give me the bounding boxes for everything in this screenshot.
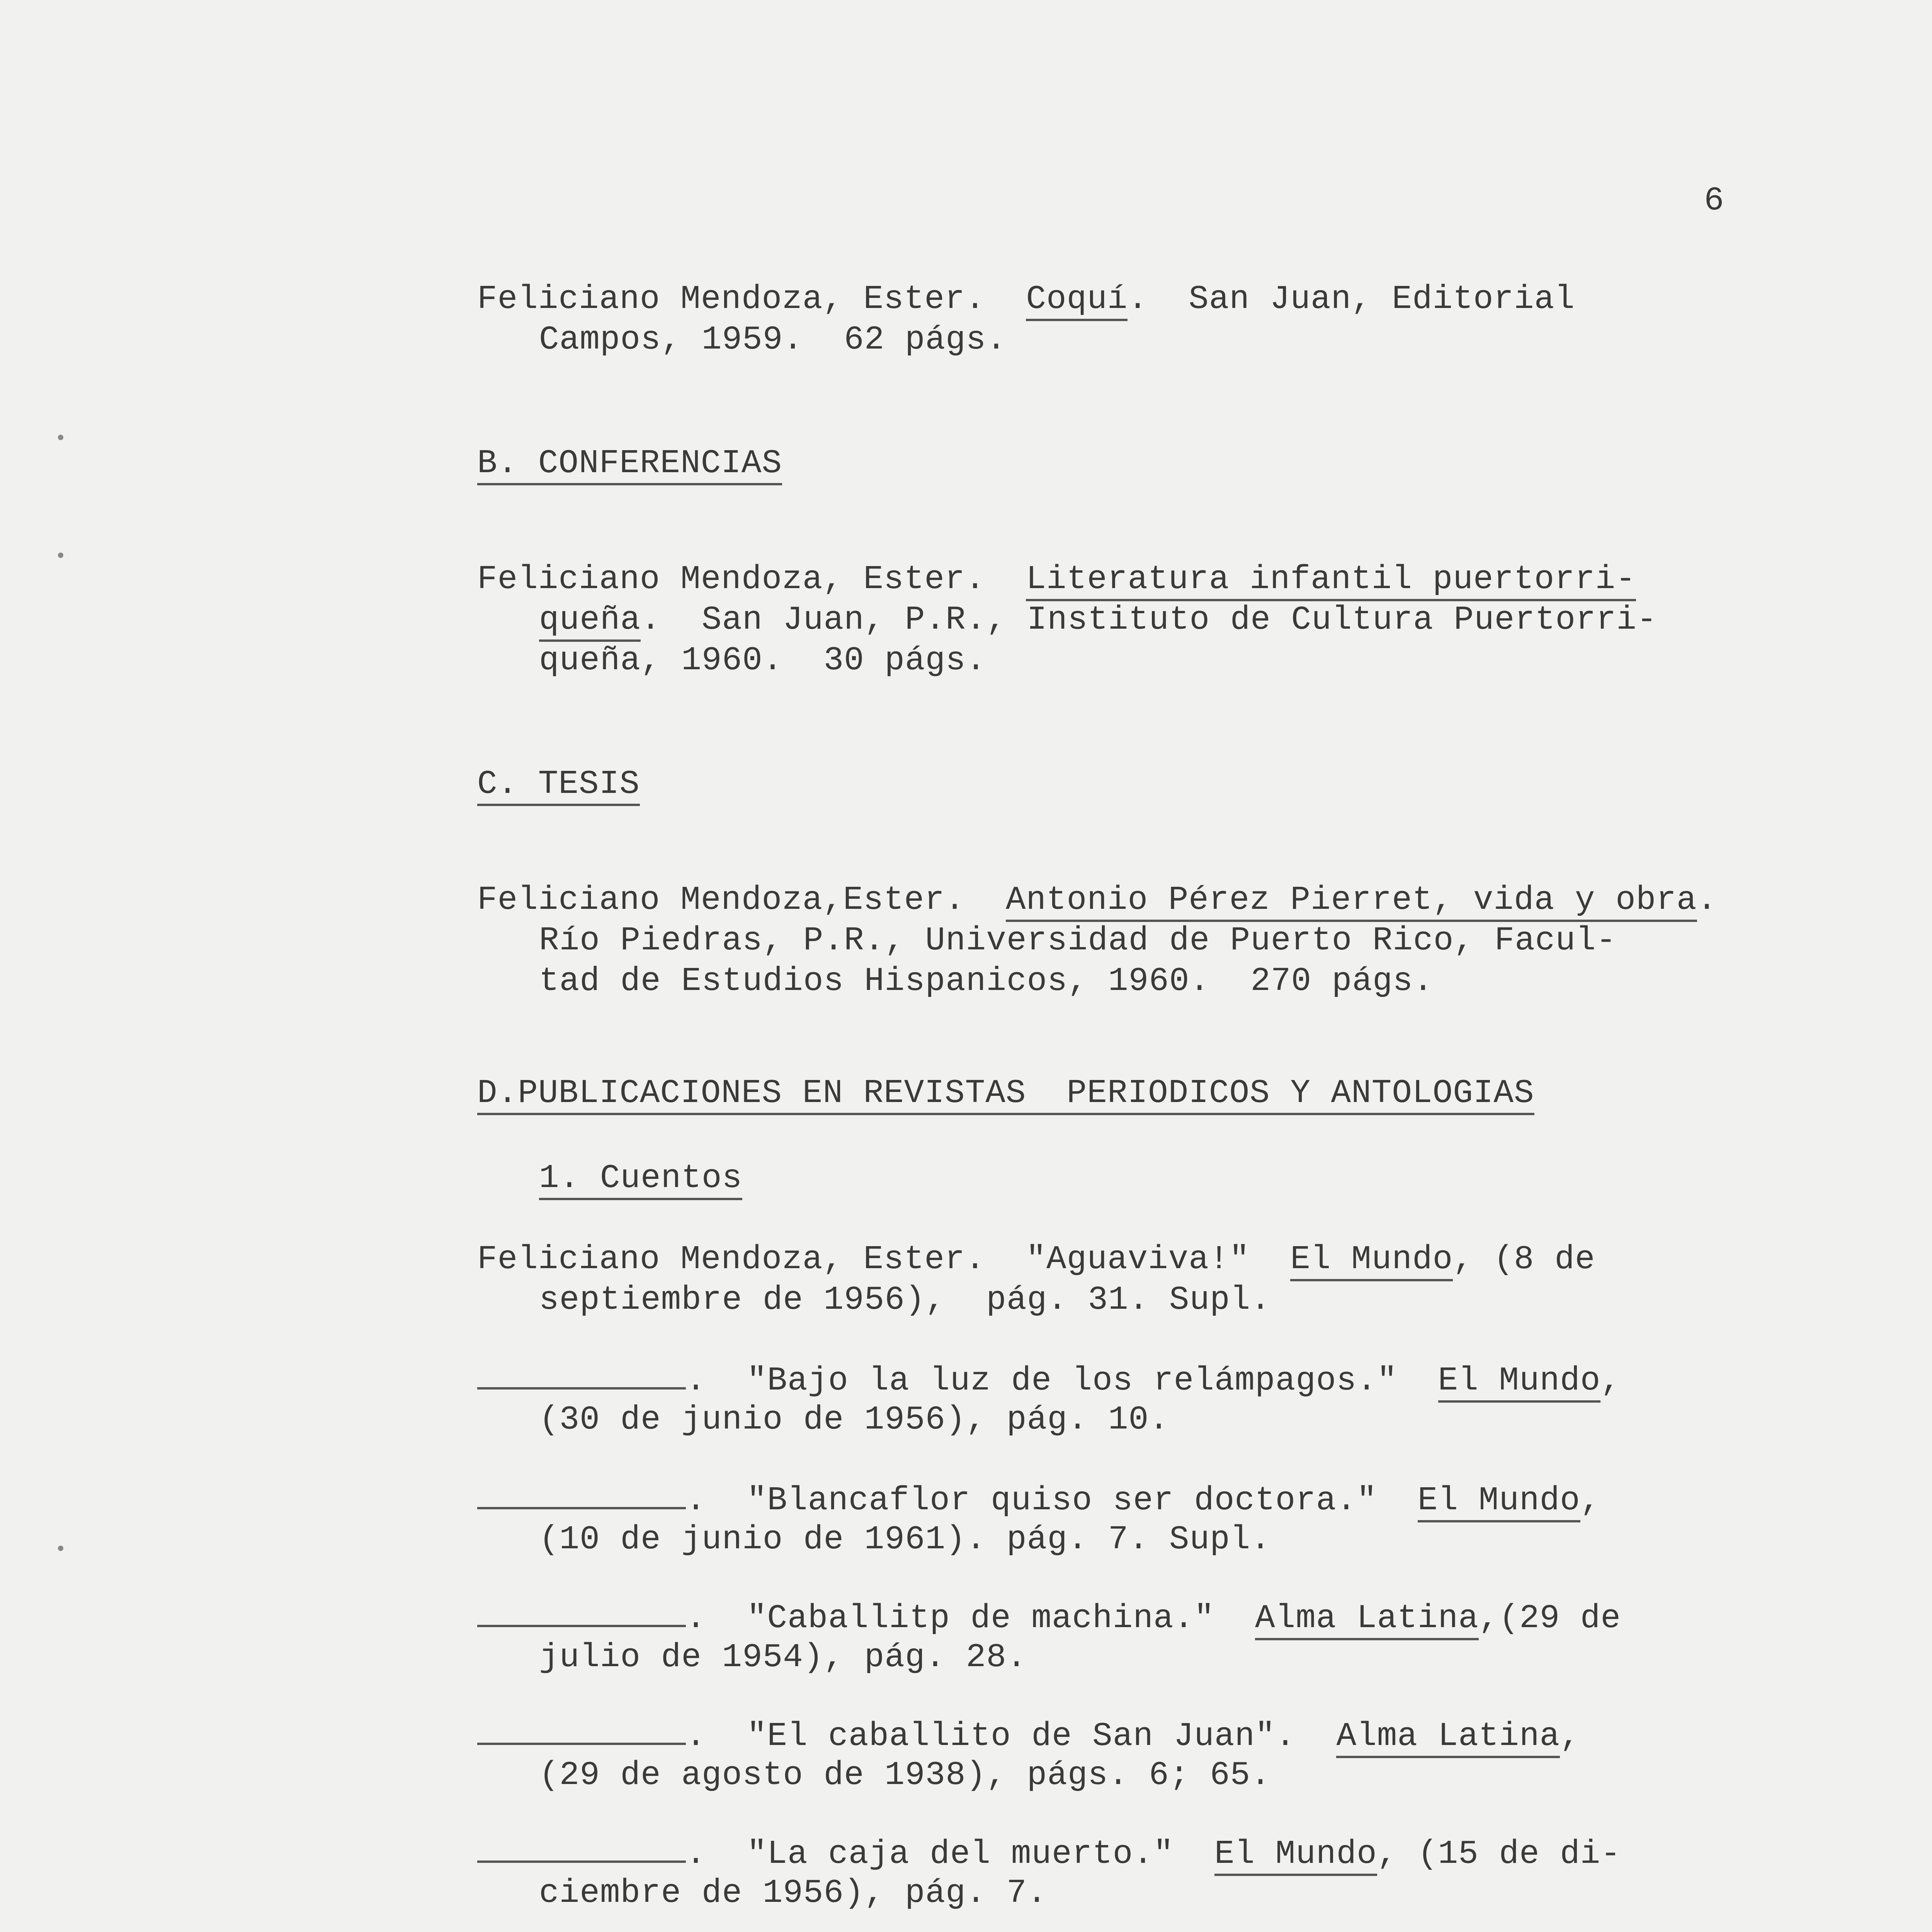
section-c-heading [477,765,640,803]
entry-tesis-line2: Río Piedras, P.R., Universidad de Puerto Rico, Facul- [539,922,1617,959]
ditto-rule [477,1598,686,1627]
cuento-caja-muerto-line2: ciembre de 1956), pág. 7. [539,1874,1048,1912]
cuento-caballito-machina-line2: julio de 1954), pág. 28. [539,1638,1027,1676]
ditto-rule [477,1833,686,1863]
scan-mark [58,553,63,558]
entry-coqui-line2: Campos, 1959. 62 págs. [539,321,1007,359]
periodical-title: El Mundo [1214,1835,1377,1876]
entry-author: Feliciano Mendoza,Ester. [477,881,1006,919]
entry-author: Feliciano Mendoza, Ester. [477,560,1026,598]
cuento-caja-muerto-line1: . "La caja del muerto." El Mundo, (15 de di- [477,1833,1621,1873]
cuento-blancaflor-line1: . "Blancaflor quiso ser doctora." El Mundo, [477,1480,1600,1519]
scan-mark [58,1546,63,1551]
periodical-title: El Mundo [1418,1481,1580,1522]
page-number: 6 [1704,182,1724,219]
ditto-rule [477,1480,686,1509]
section-c-label: C. TESIS [477,765,640,806]
entry-title: Coquí [1026,280,1128,321]
entry-title-cont: queña [539,601,641,642]
cuento-aguaviva-line2: septiembre de 1956), pág. 31. Supl. [539,1281,1271,1319]
section-d-heading [477,1074,1534,1112]
entry-literatura-line1 [477,560,1636,598]
entry-literatura-line2 [539,601,1657,639]
periodical-title: Alma Latina [1255,1599,1479,1640]
entry-publisher: . San Juan, Editorial [1128,280,1595,318]
entry-tesis-line3: tad de Estudios Hispanicos, 1960. 270 págs. [539,962,1434,1000]
cuento-blancaflor-line2: (10 de junio de 1961). pág. 7. Supl. [539,1520,1271,1558]
cuento-aguaviva-line1: Feliciano Mendoza, Ester. "Aguaviva!" El Mundo, (8 de [477,1240,1595,1278]
entry-title: Literatura infantil puertorri- [1026,560,1636,601]
entry-publisher: . San Juan, P.R., Instituto de Cultura Puertorri- [641,601,1657,639]
section-b-heading [477,444,782,482]
periodical-title: El Mundo [1290,1240,1453,1281]
entry-author: Feliciano Mendoza, Ester. [477,280,1026,318]
cuento-caballito-sanjuan-line1: . "El caballito de San Juan". Alma Latina, [477,1716,1580,1755]
scan-mark [58,435,63,440]
periodical-title: Alma Latina [1336,1717,1560,1758]
periodical-title: El Mundo [1438,1362,1601,1403]
section-d-label: D.PUBLICACIONES EN REVISTAS PERIODICOS Y ANTOLOGIAS [477,1074,1534,1115]
cuento-relampagos-line2: (30 de junio de 1956), pág. 10. [539,1401,1169,1439]
cuento-caballito-sanjuan-line2: (29 de agosto de 1938), págs. 6; 65. [539,1756,1271,1794]
subsection-cuentos [539,1159,742,1197]
entry-literatura-line3: queña, 1960. 30 págs. [539,641,986,679]
cuento-relampagos-line1: . "Bajo la luz de los relámpagos." El Mundo, [477,1360,1621,1400]
section-b-label: B. CONFERENCIAS [477,444,782,485]
entry-title: Antonio Pérez Pierret, vida y obra [1006,881,1697,922]
ditto-rule [477,1716,686,1745]
ditto-rule [477,1360,686,1389]
cuento-caballito-machina-line1: . "Caballitp de machina." Alma Latina,(29 de [477,1598,1621,1637]
subsection-label: 1. Cuentos [539,1159,742,1200]
entry-coqui-line1 [477,280,1595,318]
entry-tesis-line1: Feliciano Mendoza,Ester. Antonio Pérez Pierret, vida y obra. [477,881,1717,919]
